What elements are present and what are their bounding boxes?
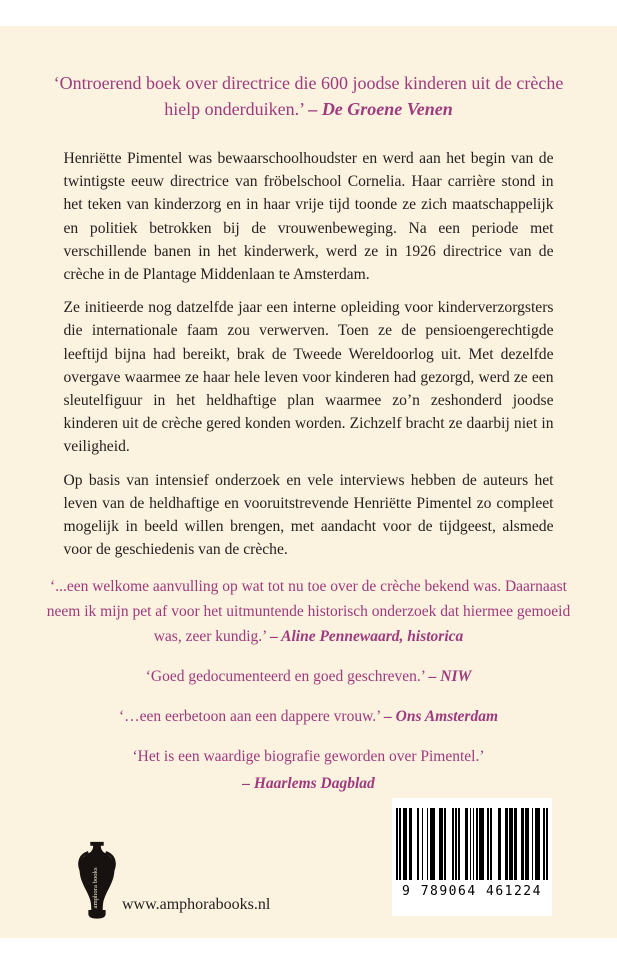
- amphora-logo-text: amphora books: [92, 867, 99, 909]
- review-quote-attribution: – NIW: [428, 668, 472, 686]
- review-quote-text: ‘…een eerbetoon aan een dappere vrouw.’: [118, 708, 381, 726]
- page-margin-bottom: [0, 938, 617, 960]
- review-quote-attribution: – Aline Pennewaard, historica: [270, 628, 464, 646]
- review-quote-text: ‘Het is een waardige biografie geworden over Pimentel.’: [132, 748, 485, 766]
- review-quote-text: ‘Goed gedocumenteerd en goed geschreven.’: [145, 668, 425, 686]
- review-quotes: [36, 574, 581, 796]
- publisher-website: www.amphorabooks.nl: [122, 896, 271, 913]
- review-quote: [36, 664, 581, 689]
- review-quote: [36, 704, 581, 729]
- synopsis: [64, 147, 554, 561]
- synopsis-paragraph: Henriëtte Pimentel was bewaarschoolhoudster en werd aan het begin van de twintigste eeuw directrice van fröbelschool Cornelia. Haar carrière stond in het teken van kinderzorg en in haar vrije tijd toonde ze zich maatschappelijk en politiek betrokken bij de vrouwenbeweging. Na een periode met verschillende banen in het kinderwerk, werd ze in 1926 directrice van de crèche in de Plantage Middenlaan te Amsterdam.: [63, 150, 554, 284]
- review-quote: [36, 744, 581, 796]
- headline-quote-text: ‘Ontroerend boek over directrice die 600 joodse kinderen uit de crèche hielp onderduiken.’: [53, 73, 564, 119]
- page-margin-top: [0, 0, 617, 26]
- review-quote-attribution: – Haarlems Dagblad: [242, 775, 375, 793]
- synopsis-paragraph: Ze initieerde nog datzelfde jaar een interne opleiding voor kinderverzorgsters die internationale faam zou verwerven. Toen ze de pensioengerechtigde leeftijd bijna had bereikt, brak de Tweede Wereldoorlog uit. Met dezelfde overgave waarmee ze haar hele leven voor kinderen had gezorgd, werd ze een sleutelfiguur in het heldhaftige plan waarmee zo’n zeshonderd joodse kinderen uit de crèche gered konden worden. Zichzelf bracht ze daarbij niet in veiligheid.: [63, 299, 554, 456]
- review-quote: [36, 574, 581, 649]
- barcode-number: 9 789064 461224: [402, 884, 542, 899]
- review-quote-attribution: – Ons Amsterdam: [384, 708, 499, 726]
- review-quote-text: ‘...een welkome aanvulling op wat tot nu toe over de crèche bekend was. Daarnaast neem ik mijn pet af voor het uitmuntende historisch onderzoek dat hiermee gemoeid was, zeer kundig.’: [46, 578, 571, 646]
- headline-quote-attribution: – De Groene Venen: [308, 99, 453, 119]
- barcode: [392, 798, 552, 916]
- synopsis-paragraph: Op basis van intensief onderzoek en vele interviews hebben de auteurs het leven van de heldhaftige en vooruitstrevende Henriëtte Pimentel zo compleet mogelijk in beeld willen brengen, met aandacht voor de tijdgeest, alsmede voor de geschiedenis van de crèche.: [63, 471, 554, 559]
- barcode-bars: [396, 808, 547, 880]
- amphora-books-logo: [74, 840, 120, 932]
